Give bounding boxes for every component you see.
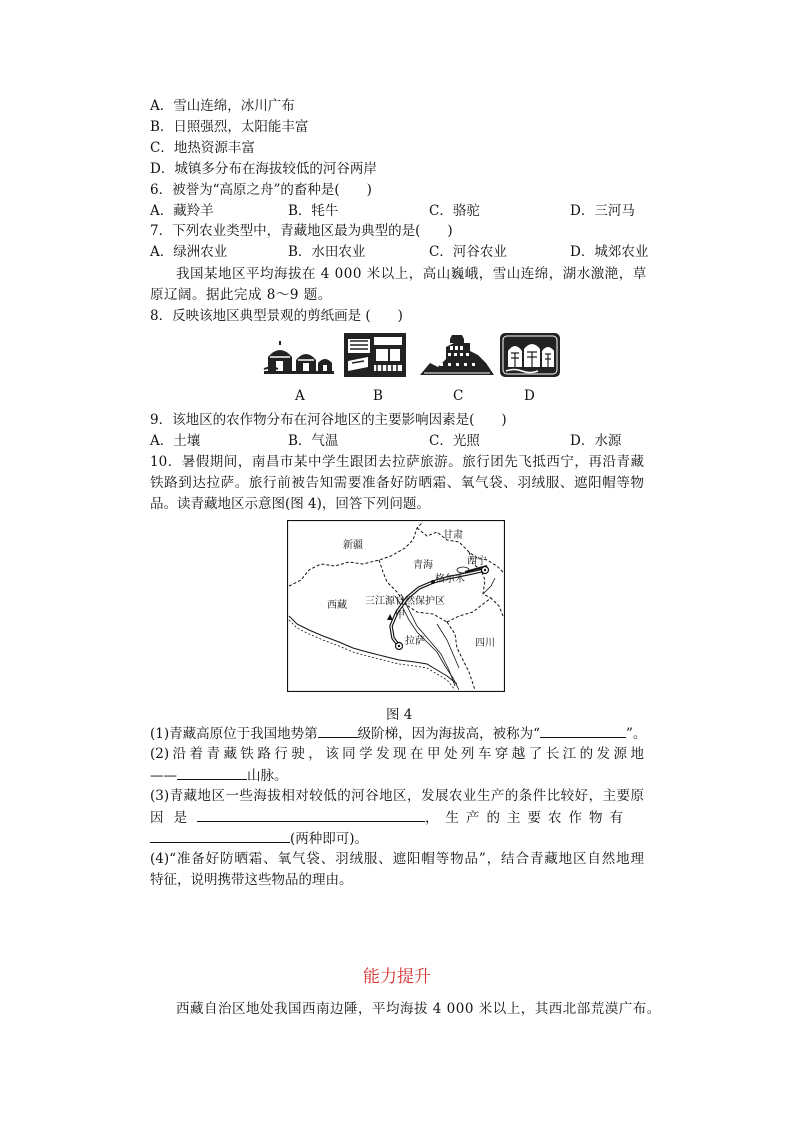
subq1-blank-2[interactable] bbox=[540, 724, 626, 738]
q7-option-d: D．城郊农业 bbox=[570, 244, 649, 260]
subq2-dash: —— bbox=[150, 768, 177, 784]
map-label-lhasa: 拉萨 bbox=[405, 636, 425, 647]
papercut-yurts-image bbox=[262, 333, 336, 377]
subq2-suffix: 山脉。 bbox=[247, 768, 288, 784]
subq3-part-c: (两种即可)。 bbox=[290, 831, 369, 847]
papercut-cave-dwelling-image bbox=[500, 333, 560, 377]
map-label-golmud: 格尔木 bbox=[435, 574, 465, 585]
subq2-blank[interactable] bbox=[177, 766, 247, 780]
q10-line3: 品。读青藏地区示意图(图 4)，回答下列问题。 bbox=[150, 496, 430, 512]
map-label-jia: 甲 bbox=[395, 610, 405, 621]
subq1 bbox=[150, 724, 646, 743]
q10-line2: 铁路到达拉萨。旅行前被告知需要准备好防晒霜、氧气袋、羽绒服、遮阳帽等物 bbox=[150, 475, 644, 491]
subq3-line1: (3)青藏地区一些海拔相对较低的河谷地区，发展农业生产的条件比较好，主要原 bbox=[150, 788, 644, 804]
subq3-part-b: ，生产的主要农作物有 bbox=[425, 810, 630, 826]
passage1-line2: 原辽阔。据此完成 8～9 题。 bbox=[150, 287, 332, 303]
q8-label-c: C bbox=[453, 388, 464, 404]
q9-option-d: D．水源 bbox=[570, 433, 622, 449]
map-label-xinjiang: 新疆 bbox=[343, 540, 363, 551]
passage2: 西藏自治区地处我国西南边陲，平均海拔 4 000 米以上，其西北部荒漠广布。 bbox=[176, 1001, 661, 1017]
q9-options bbox=[150, 432, 644, 450]
papercut-images bbox=[262, 333, 562, 379]
q7-option-b: B．水田农业 bbox=[288, 244, 366, 260]
subq3-blank-2[interactable] bbox=[150, 829, 290, 843]
q7-stem: 7．下列农业类型中，青藏地区最为典型的是( ) bbox=[150, 223, 453, 239]
q6-option-a: A．藏羚羊 bbox=[150, 203, 214, 219]
subq3-line2 bbox=[150, 808, 644, 827]
q6-option-b: B．牦牛 bbox=[288, 203, 339, 219]
qinghai-tibet-map bbox=[287, 520, 505, 692]
q8-label-d: D bbox=[524, 388, 535, 404]
q6-stem: 6．被誉为“高原之舟”的畜种是( ) bbox=[150, 182, 372, 198]
q9-option-b: B．气温 bbox=[288, 433, 339, 449]
q5-option-c: C．地热资源丰富 bbox=[150, 140, 255, 156]
map-label-qinghai: 青海 bbox=[413, 560, 433, 571]
q6-option-d: D．三河马 bbox=[570, 203, 635, 219]
subq4-line2: 特征，说明携带这些物品的理由。 bbox=[150, 872, 353, 888]
q9-stem: 9．该地区的农作物分布在河谷地区的主要影响因素是( ) bbox=[150, 412, 507, 428]
q7-options bbox=[150, 243, 649, 261]
subq2-line1: (2)沿着青藏铁路行驶，该同学发现在甲处列车穿越了长江的发源地 bbox=[150, 746, 644, 762]
q5-option-b: B．日照强烈，太阳能丰富 bbox=[150, 119, 309, 135]
map-label-gansu: 甘肃 bbox=[443, 530, 463, 541]
q6-options bbox=[150, 202, 644, 220]
q8-stem: 8．反映该地区典型景观的剪纸画是 ( ) bbox=[150, 308, 403, 324]
map-label-xining: 西宁 bbox=[467, 556, 487, 567]
papercut-palace-image bbox=[420, 333, 494, 377]
map-label-sanjiangyuan: 三江源自然保护区 bbox=[365, 596, 445, 607]
q6-option-c: C．骆驼 bbox=[429, 203, 480, 219]
subq1-part-b: 级阶梯，因为海拔高，被称为“ bbox=[357, 726, 541, 742]
subq1-blank-1[interactable] bbox=[318, 724, 358, 738]
map-caption: 图 4 bbox=[386, 707, 413, 723]
q9-option-a: A．土壤 bbox=[150, 433, 201, 449]
q7-option-a: A．绿洲农业 bbox=[150, 244, 228, 260]
q10-line1: 10．暑假期间，南昌市某中学生跟团去拉萨旅游。旅行团先飞抵西宁，再沿青藏 bbox=[150, 454, 644, 470]
map-label-sichuan: 四川 bbox=[475, 638, 495, 649]
q8-label-a: A bbox=[295, 388, 305, 404]
subq1-part-c: ”。 bbox=[626, 726, 647, 742]
q7-option-c: C．河谷农业 bbox=[429, 244, 507, 260]
q5-option-d: D．城镇多分布在海拔较低的河谷两岸 bbox=[150, 161, 377, 177]
subq2-line2 bbox=[150, 766, 288, 785]
subq3-line3 bbox=[150, 829, 368, 848]
q9-option-c: C．光照 bbox=[429, 433, 480, 449]
subq3-blank-1[interactable] bbox=[197, 808, 425, 822]
q8-label-b: B bbox=[373, 388, 383, 404]
subq4-line1: (4)“准备好防晒霜、氧气袋、羽绒服、遮阳帽等物品”，结合青藏地区自然地理 bbox=[150, 851, 644, 867]
q8-option-labels bbox=[262, 388, 562, 406]
subq3-part-a: 因是 bbox=[150, 810, 197, 826]
section-title: 能力提升 bbox=[363, 967, 431, 987]
map-label-xizang: 西藏 bbox=[327, 600, 347, 611]
passage1-line1: 我国某地区平均海拔在 4 000 米以上，高山巍峨，雪山连绵，湖水激滟，草 bbox=[176, 266, 647, 282]
papercut-dwelling-image bbox=[344, 333, 406, 377]
q5-option-a: A．雪山连绵，冰川广布 bbox=[150, 98, 295, 114]
subq1-part-a: (1)青藏高原位于我国地势第 bbox=[150, 726, 318, 742]
